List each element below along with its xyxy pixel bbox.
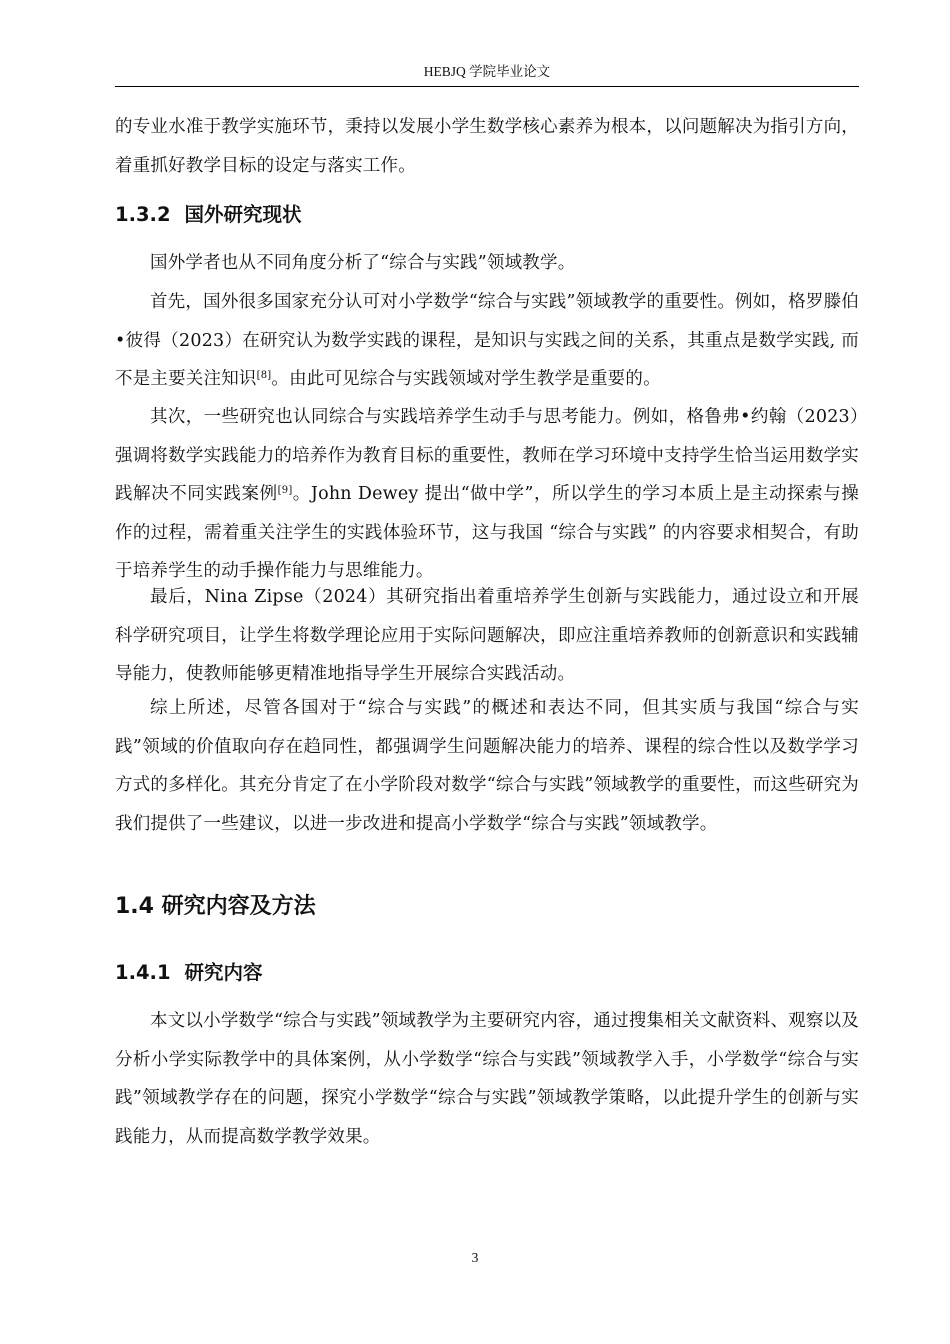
- paragraph-text-tail: 。John Dewey 提出“做中学”，所以学生的学习本质上是主动探索与操作的过程，需着重关注学生的实践体验环节，这与我国 “综合与实践” 的内容要求相契合，有助于培养学生的动手操作能力与思维能力。: [115, 484, 859, 581]
- paragraph-third: 最后，Nina Zipse（2024）其研究指出着重培养学生创新与实践能力，通过设立和开展科学研究项目，让学生将数学理论应用于实际问题解决，即应注重培养教师的创新意识和实践辅导能力，使教师能够更精准地指导学生开展综合实践活动。: [115, 587, 859, 684]
- citation-9: [9]: [277, 485, 293, 496]
- page-number: 3: [471, 1250, 479, 1265]
- paragraph-summary: 综上所述，尽管各国对于“综合与实践”的概述和表达不同，但其实质与我国“综合与实践”领域的价值取向存在趋同性，都强调学生问题解决能力的培养、课程的综合性以及数学学习方式的多样化。其充分肯定了在小学阶段对数学“综合与实践”领域教学的重要性，而这些研究为我们提供了一些建议，以进一步改进和提高小学数学“综合与实践”领域教学。: [115, 698, 859, 834]
- paragraph-text-tail: 。由此可见综合与实践领域对学生教学是重要的。: [271, 369, 661, 389]
- section-heading-1-3-2: [115, 199, 302, 227]
- section-number: 1.4.1: [115, 961, 171, 984]
- section-heading-1-4-1: [115, 957, 263, 985]
- paragraph-text: 其次，一些研究也认同综合与实践培养学生动手与思考能力。例如，格鲁弗•约翰（2023）强调将数学实践能力的培养作为教育目标的重要性，教师在学习环境中支持学生恰当运用数学实践解决不同实践案例: [115, 407, 859, 504]
- section-number: 1.3.2: [115, 203, 171, 226]
- paragraph-text: 首先，国外很多国家充分认可对小学数学“综合与实践”领域教学的重要性。例如，格罗滕伯•彼得（2023）在研究认为数学实践的课程，是知识与实践之间的关系，其重点是数学实践, 而不是主要关注知识: [115, 292, 859, 389]
- section-title: 国外研究现状: [184, 203, 302, 226]
- section-title: 研究内容: [184, 961, 263, 984]
- paragraph-research-content: 本文以小学数学“综合与实践”领域教学为主要研究内容，通过搜集相关文献资料、观察以及分析小学实际教学中的具体案例，从小学数学“综合与实践”领域教学入手，小学数学“综合与实践”领域教学存在的问题，探究小学数学“综合与实践”领域教学策略，以此提升学生的创新与实践能力，从而提高数学教学效果。: [115, 1011, 859, 1147]
- paragraph-first: [115, 283, 859, 399]
- continued-paragraph: 的专业水准于教学实施环节，秉持以发展小学生数学核心素养为根本，以问题解决为指引方向，着重抓好教学目标的设定与落实工作。: [115, 117, 859, 176]
- citation-8: [8]: [256, 370, 272, 381]
- paragraph-foreign-intro: 国外学者也从不同角度分析了“综合与实践”领域教学。: [150, 253, 576, 273]
- paragraph-second: [115, 398, 859, 591]
- header-rule: [115, 86, 859, 87]
- section-heading-1-4: 1.4 研究内容及方法: [115, 894, 316, 919]
- running-header: HEBJQ 学院毕业论文: [423, 64, 551, 79]
